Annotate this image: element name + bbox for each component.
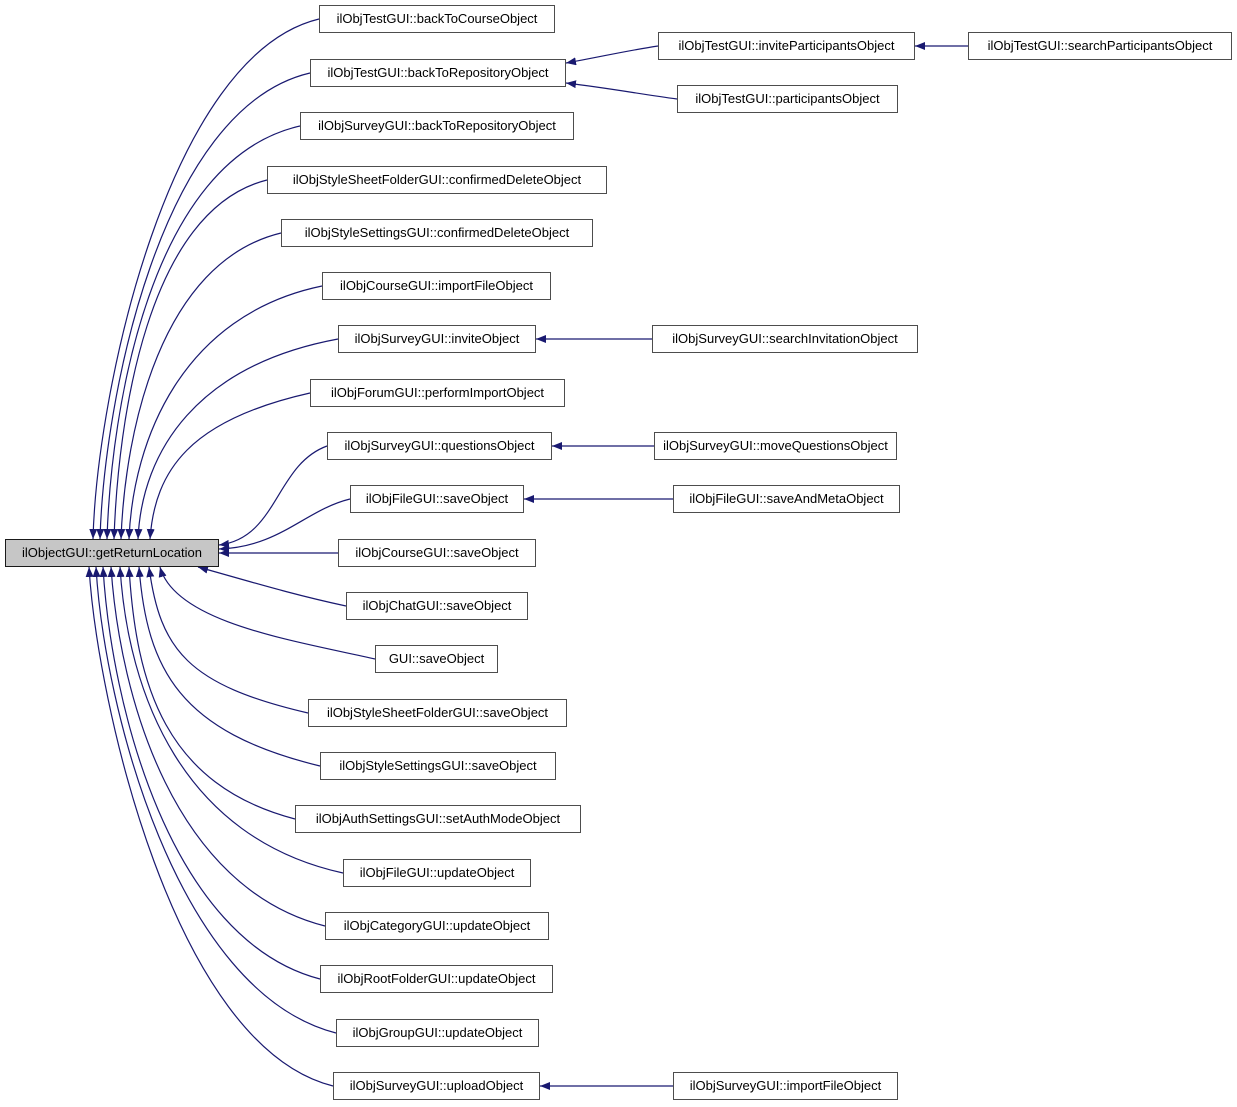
caller-node[interactable]: ilObjChatGUI::saveObject [346, 592, 528, 620]
caller-node[interactable]: ilObjStyleSheetFolderGUI::saveObject [308, 699, 567, 727]
caller-node[interactable]: ilObjForumGUI::performImportObject [310, 379, 565, 407]
caller-node[interactable]: ilObjCategoryGUI::updateObject [325, 912, 549, 940]
secondary-caller-node[interactable]: ilObjFileGUI::saveAndMetaObject [673, 485, 900, 513]
main-function-node[interactable]: ilObjectGUI::getReturnLocation [5, 539, 219, 567]
caller-node[interactable]: ilObjSurveyGUI::inviteObject [338, 325, 536, 353]
call-edge [219, 499, 350, 549]
caller-node[interactable]: ilObjSurveyGUI::backToRepositoryObject [300, 112, 574, 140]
call-edge [566, 46, 658, 63]
caller-node[interactable]: ilObjSurveyGUI::uploadObject [333, 1072, 540, 1100]
secondary-caller-node[interactable]: ilObjSurveyGUI::importFileObject [673, 1072, 898, 1100]
secondary-caller-node[interactable]: ilObjSurveyGUI::moveQuestionsObject [654, 432, 897, 460]
call-edge [566, 83, 677, 99]
caller-node[interactable]: ilObjSurveyGUI::questionsObject [327, 432, 552, 460]
caller-node[interactable]: ilObjCourseGUI::saveObject [338, 539, 536, 567]
caller-node[interactable]: ilObjFileGUI::updateObject [343, 859, 531, 887]
secondary-caller-node[interactable]: ilObjTestGUI::participantsObject [677, 85, 898, 113]
call-edge [219, 446, 327, 545]
call-edge [129, 286, 322, 539]
call-edge [138, 339, 338, 539]
call-edge [160, 567, 375, 659]
secondary-caller-node[interactable]: ilObjTestGUI::inviteParticipantsObject [658, 32, 915, 60]
caller-node[interactable]: ilObjStyleSheetFolderGUI::confirmedDeleteObject [267, 166, 607, 194]
call-edge [100, 73, 310, 539]
call-edge [198, 567, 346, 606]
call-edge [114, 180, 267, 539]
caller-node[interactable]: ilObjTestGUI::backToCourseObject [319, 5, 555, 33]
call-edge [96, 567, 336, 1033]
caller-node[interactable]: GUI::saveObject [375, 645, 498, 673]
caller-node[interactable]: ilObjCourseGUI::importFileObject [322, 272, 551, 300]
caller-node[interactable]: ilObjFileGUI::saveObject [350, 485, 524, 513]
caller-node[interactable]: ilObjAuthSettingsGUI::setAuthModeObject [295, 805, 581, 833]
call-edge [111, 567, 325, 926]
call-edge [129, 567, 295, 819]
call-edge [139, 567, 320, 766]
call-edge [93, 19, 319, 539]
secondary-caller-node[interactable]: ilObjSurveyGUI::searchInvitationObject [652, 325, 918, 353]
caller-node[interactable]: ilObjRootFolderGUI::updateObject [320, 965, 553, 993]
caller-node[interactable]: ilObjTestGUI::backToRepositoryObject [310, 59, 566, 87]
caller-node[interactable]: ilObjGroupGUI::updateObject [336, 1019, 539, 1047]
caller-node[interactable]: ilObjStyleSettingsGUI::saveObject [320, 752, 556, 780]
caller-node[interactable]: ilObjStyleSettingsGUI::confirmedDeleteObject [281, 219, 593, 247]
call-edge [150, 393, 310, 539]
tertiary-caller-node[interactable]: ilObjTestGUI::searchParticipantsObject [968, 32, 1232, 60]
